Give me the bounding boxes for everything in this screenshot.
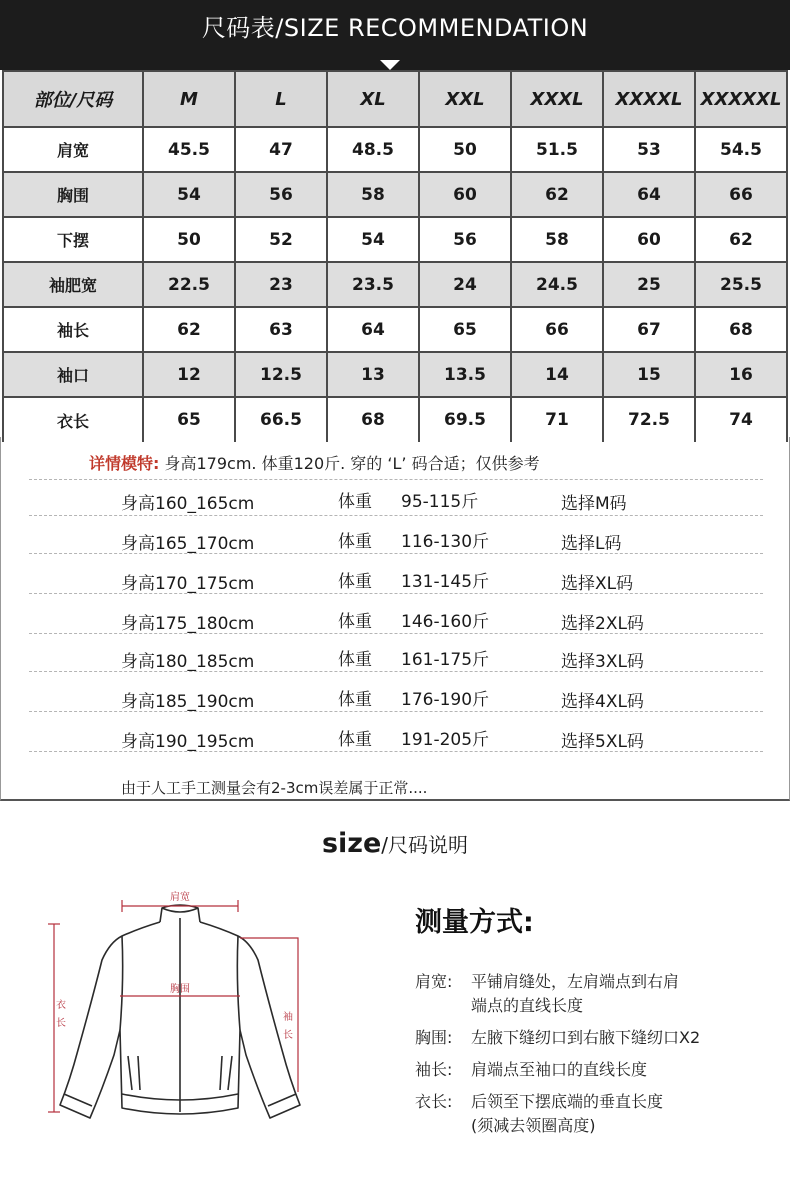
method-item (415, 1026, 785, 1050)
recommended-size: 选择3XL码 (561, 652, 644, 672)
table-cell: 25.5 (695, 262, 787, 307)
table-cell: 13 (327, 352, 419, 397)
table-cell: 52 (235, 217, 327, 262)
table-cell: 12.5 (235, 352, 327, 397)
table-cell: 15 (603, 352, 695, 397)
weight-range: 176-190斤 (401, 690, 490, 710)
table-cell: 74 (695, 397, 787, 442)
weight-label: 体重 (338, 730, 372, 750)
table-cell: 58 (511, 217, 603, 262)
row-label: 衣长 (3, 397, 143, 442)
table-cell: 50 (143, 217, 235, 262)
height-range: 身高185_190cm (121, 692, 255, 712)
table-cell: 47 (235, 127, 327, 172)
method-line: 平铺肩缝处，左肩端点到右肩 (471, 972, 680, 991)
table-cell: 53 (603, 127, 695, 172)
recommended-size: 选择XL码 (561, 574, 634, 594)
table-cell: 68 (695, 307, 787, 352)
weight-range: 191-205斤 (401, 730, 490, 750)
recommended-size: 选择2XL码 (561, 614, 644, 634)
height-range: 身高180_185cm (121, 652, 255, 672)
table-cell: 48.5 (327, 127, 419, 172)
jacket-measurement-diagram (40, 880, 320, 1140)
weight-range: 161-175斤 (401, 650, 490, 670)
divider (29, 751, 763, 752)
weight-label: 体重 (338, 492, 372, 512)
weight-range: 131-145斤 (401, 572, 490, 592)
table-cell: 50 (419, 127, 511, 172)
method-line: (须减去领圈高度) (471, 1116, 596, 1135)
method-key: 衣长: (415, 1092, 453, 1111)
corner-label: 部位/尺码 (3, 71, 143, 127)
size-heading-big: size (321, 828, 382, 859)
row-label: 袖肥宽 (3, 262, 143, 307)
table-cell: 66.5 (235, 397, 327, 442)
table-cell: 14 (511, 352, 603, 397)
table-cell: 62 (143, 307, 235, 352)
method-line: 肩端点至袖口的直线长度 (471, 1060, 648, 1079)
size-header: M (143, 71, 235, 127)
table-cell: 13.5 (419, 352, 511, 397)
method-title: 测量方式: (415, 907, 534, 938)
divider (29, 515, 763, 516)
table-cell: 54.5 (695, 127, 787, 172)
table-row (3, 307, 787, 352)
recommendation-row (1, 479, 790, 519)
table-row (3, 217, 787, 262)
height-range: 身高190_195cm (121, 732, 255, 752)
divider (29, 593, 763, 594)
table-cell: 62 (511, 172, 603, 217)
row-label: 下摆 (3, 217, 143, 262)
table-cell: 66 (511, 307, 603, 352)
table-cell: 60 (603, 217, 695, 262)
divider (29, 711, 763, 712)
method-item (415, 1058, 785, 1082)
size-heading-rest: /尺码说明 (381, 833, 469, 857)
table-cell: 23.5 (327, 262, 419, 307)
table-cell: 58 (327, 172, 419, 217)
model-info (89, 451, 540, 474)
size-header: L (235, 71, 327, 127)
size-section-heading (0, 828, 790, 859)
recommended-size: 选择M码 (561, 494, 627, 514)
height-range: 身高160_165cm (121, 494, 255, 514)
table-cell: 16 (695, 352, 787, 397)
recommended-size: 选择4XL码 (561, 692, 644, 712)
recommended-size: 选择L码 (561, 534, 622, 554)
table-cell: 25 (603, 262, 695, 307)
length-label-top: 衣 (56, 1000, 66, 1011)
measurement-note: 由于人工手工测量会有2-3cm误差属于正常.... (121, 779, 428, 797)
size-header: XXXXL (603, 71, 695, 127)
table-row (3, 172, 787, 217)
divider (29, 671, 763, 672)
table-cell: 24.5 (511, 262, 603, 307)
row-label: 袖口 (3, 352, 143, 397)
table-cell: 63 (235, 307, 327, 352)
method-key: 胸围: (415, 1028, 453, 1047)
table-cell: 68 (327, 397, 419, 442)
table-cell: 22.5 (143, 262, 235, 307)
divider (29, 553, 763, 554)
table-cell: 12 (143, 352, 235, 397)
weight-label: 体重 (338, 650, 372, 670)
size-header: XXL (419, 71, 511, 127)
sleeve-label-top: 袖 (283, 1012, 293, 1023)
table-cell: 64 (327, 307, 419, 352)
table-cell: 67 (603, 307, 695, 352)
method-key: 袖长: (415, 1060, 453, 1079)
table-row (3, 262, 787, 307)
size-table-header-row (3, 71, 787, 127)
page-title: 尺码表/SIZE RECOMMENDATION (201, 14, 589, 42)
model-label: 详情模特: (89, 454, 160, 473)
table-row (3, 352, 787, 397)
method-key: 肩宽: (415, 972, 453, 991)
table-cell: 56 (235, 172, 327, 217)
row-label: 胸围 (3, 172, 143, 217)
header-bar (0, 0, 790, 70)
height-range: 身高165_170cm (121, 534, 255, 554)
table-cell: 71 (511, 397, 603, 442)
height-range: 身高175_180cm (121, 614, 255, 634)
size-recommendation (0, 437, 790, 801)
method-line: 后领至下摆底端的垂直长度 (471, 1092, 664, 1111)
table-cell: 45.5 (143, 127, 235, 172)
table-cell: 62 (695, 217, 787, 262)
recommended-size: 选择5XL码 (561, 732, 644, 752)
size-table (2, 70, 788, 442)
weight-label: 体重 (338, 572, 372, 592)
divider (29, 633, 763, 634)
size-header: XXXL (511, 71, 603, 127)
method-item (415, 970, 785, 1018)
jacket-outline-icon (60, 905, 300, 1118)
measurement-lines (48, 900, 298, 1112)
weight-range: 116-130斤 (401, 532, 490, 552)
table-row (3, 397, 787, 442)
length-label-bottom: 长 (56, 1018, 66, 1029)
size-header: XXXXXL (695, 71, 787, 127)
header-pointer (380, 60, 400, 70)
shoulder-label: 肩宽 (170, 892, 190, 903)
table-row (3, 127, 787, 172)
table-cell: 65 (143, 397, 235, 442)
table-cell: 69.5 (419, 397, 511, 442)
row-label: 袖长 (3, 307, 143, 352)
size-header: XL (327, 71, 419, 127)
weight-label: 体重 (338, 532, 372, 552)
height-range: 身高170_175cm (121, 574, 255, 594)
weight-range: 146-160斤 (401, 612, 490, 632)
table-cell: 60 (419, 172, 511, 217)
sleeve-label-bottom: 长 (283, 1030, 293, 1041)
table-cell: 66 (695, 172, 787, 217)
weight-label: 体重 (338, 612, 372, 632)
table-cell: 54 (143, 172, 235, 217)
model-text: 身高179cm. 体重120斤. 穿的 ‘L’ 码合适；仅供参考 (164, 454, 540, 473)
table-cell: 65 (419, 307, 511, 352)
table-cell: 54 (327, 217, 419, 262)
table-cell: 72.5 (603, 397, 695, 442)
method-item (415, 1090, 785, 1138)
table-cell: 56 (419, 217, 511, 262)
table-cell: 23 (235, 262, 327, 307)
weight-label: 体重 (338, 690, 372, 710)
table-cell: 51.5 (511, 127, 603, 172)
chest-label: 胸围 (170, 984, 190, 995)
table-cell: 64 (603, 172, 695, 217)
method-line: 左腋下缝纫口到右腋下缝纫口X2 (471, 1028, 701, 1047)
weight-range: 95-115斤 (401, 492, 479, 512)
row-label: 肩宽 (3, 127, 143, 172)
method-line: 端点的直线长度 (471, 996, 584, 1015)
table-cell: 24 (419, 262, 511, 307)
